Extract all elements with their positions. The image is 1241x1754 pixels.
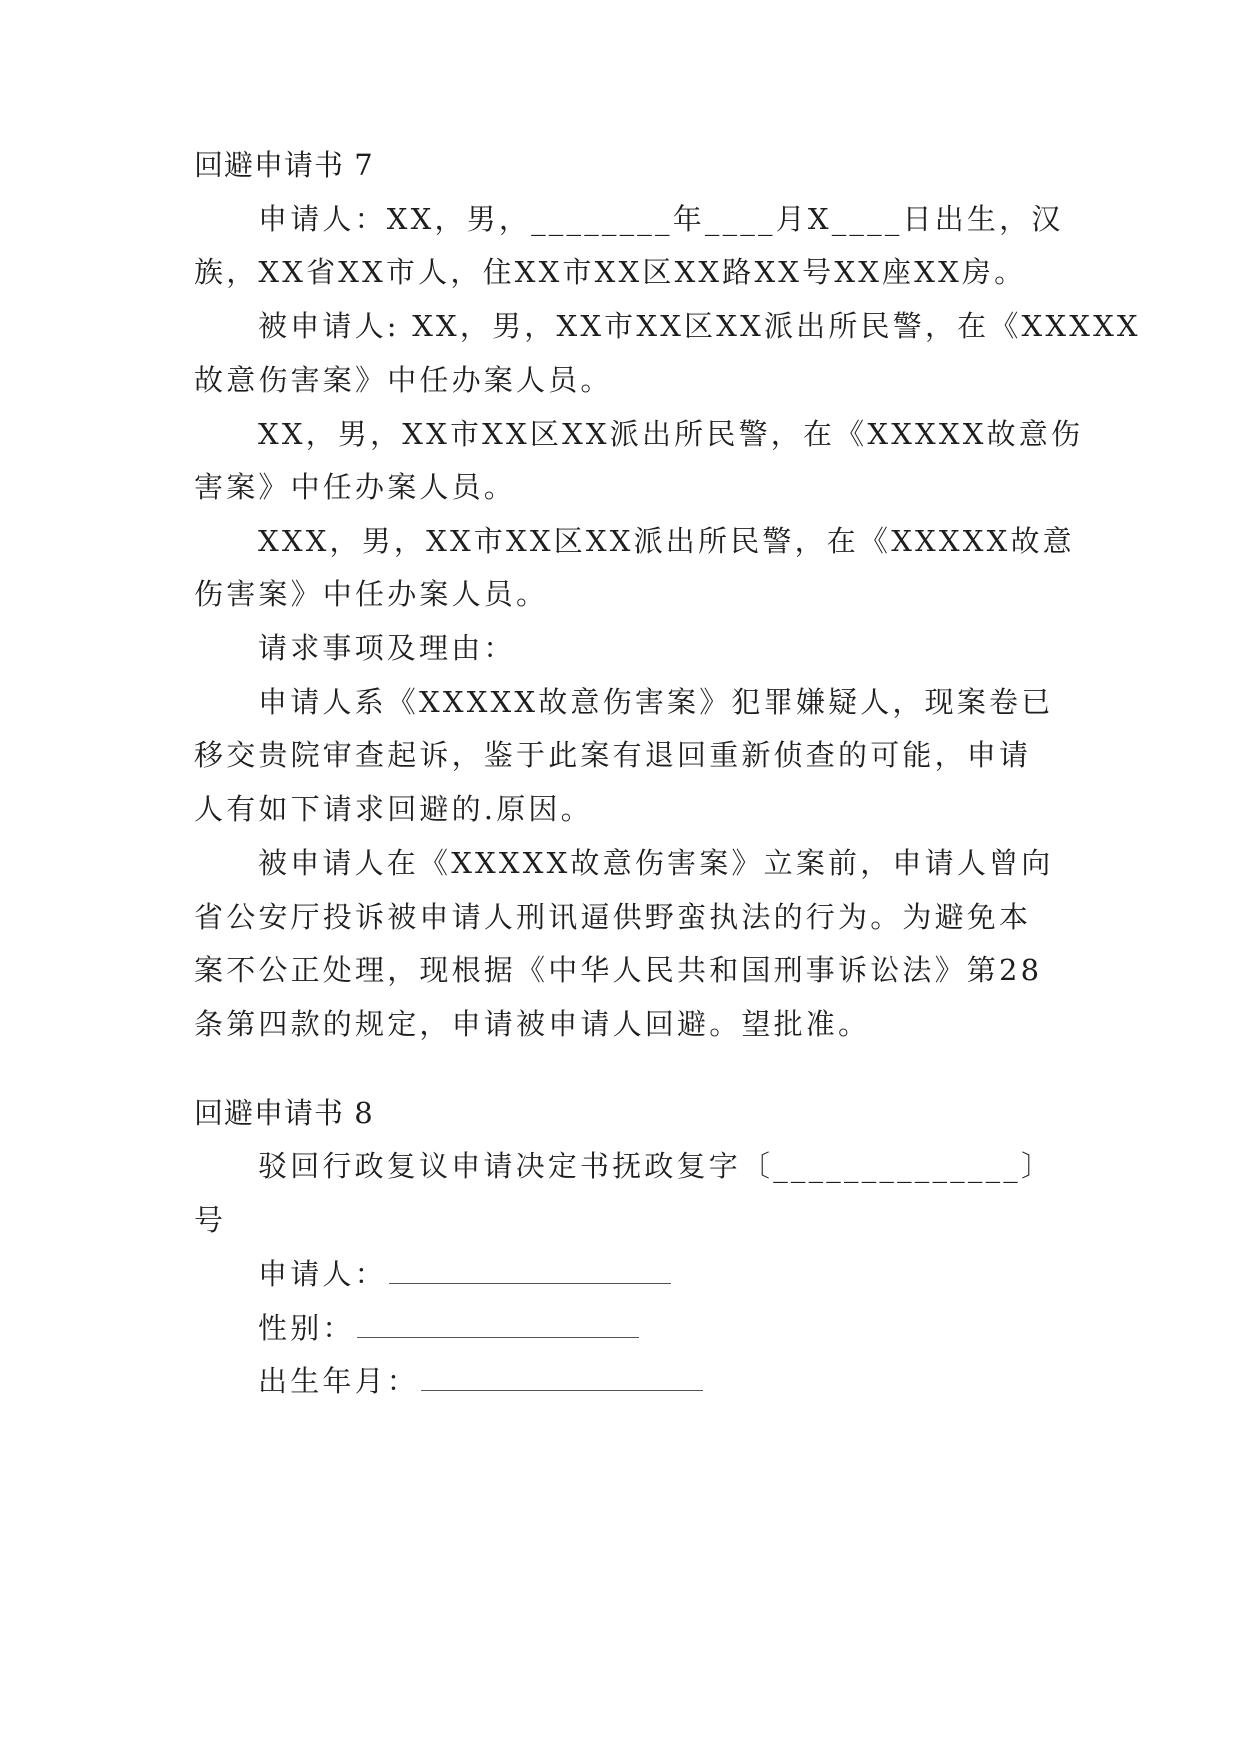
- doc7-line-4: 故意伤害案》中任办案人员。: [194, 363, 613, 397]
- doc8-gender-label: 性别：: [258, 1311, 355, 1345]
- doc7-line-13: 被申请人在《XXXXX故意伤害案》立案前，申请人曾向: [258, 846, 1054, 880]
- doc7-line-15: 案不公正处理，现根据《中华人民共和国刑事诉讼法》第28: [194, 953, 1043, 987]
- doc7-line-1: 申请人：XX，男，________年____月X____日出生，汉: [258, 202, 1064, 236]
- doc8-birth-blank: [421, 1368, 703, 1391]
- doc8-applicant-label: 申请人：: [258, 1257, 387, 1291]
- doc7-line-7: XXX，男，XX市XX区XX派出所民警，在《XXXXX故意: [258, 524, 1075, 558]
- doc7-line-8: 伤害案》中任办案人员。: [194, 577, 549, 611]
- doc8-birth-label: 出生年月：: [258, 1364, 420, 1398]
- doc8-line-2: 号: [194, 1203, 227, 1237]
- doc7-title: 回避申请书 7: [194, 148, 374, 182]
- doc7-line-14: 省公安厅投诉被申请人刑讯逼供野蛮执法的行为。为避免本: [194, 900, 1032, 934]
- doc7-line-6: 害案》中任办案人员。: [194, 470, 517, 504]
- doc7-line-5: XX，男，XX市XX区XX派出所民警，在《XXXXX故意伤: [258, 417, 1084, 451]
- doc7-line-10: 申请人系《XXXXX故意伤害案》犯罪嫌疑人，现案卷已: [258, 685, 1054, 719]
- doc7-line-2: 族，XX省XX市人，住XX市XX区XX路XX号XX座XX房。: [194, 255, 1027, 289]
- doc8-gender-blank: [357, 1315, 639, 1338]
- doc7-line-3: 被申请人: XX，男，XX市XX区XX派出所民警，在《XXXXX: [258, 309, 1141, 343]
- doc8-applicant-blank: [389, 1261, 671, 1284]
- doc8-applicant-row: [258, 1256, 1058, 1292]
- doc7-line-12: 人有如下请求回避的.原因。: [194, 792, 593, 826]
- doc7-line-16: 条第四款的规定，申请被申请人回避。望批准。: [194, 1007, 871, 1041]
- doc8-title: 回避申请书 8: [194, 1096, 374, 1130]
- doc8-line-1: 驳回行政复议申请决定书抚政复字〔______________〕: [258, 1149, 1054, 1183]
- doc7-line-9: 请求事项及理由：: [258, 631, 516, 665]
- doc8-gender-row: [258, 1310, 1058, 1346]
- doc8-birth-row: [258, 1363, 1058, 1399]
- doc7-line-11: 移交贵院审查起诉，鉴于此案有退回重新侦查的可能，申请: [194, 738, 1032, 772]
